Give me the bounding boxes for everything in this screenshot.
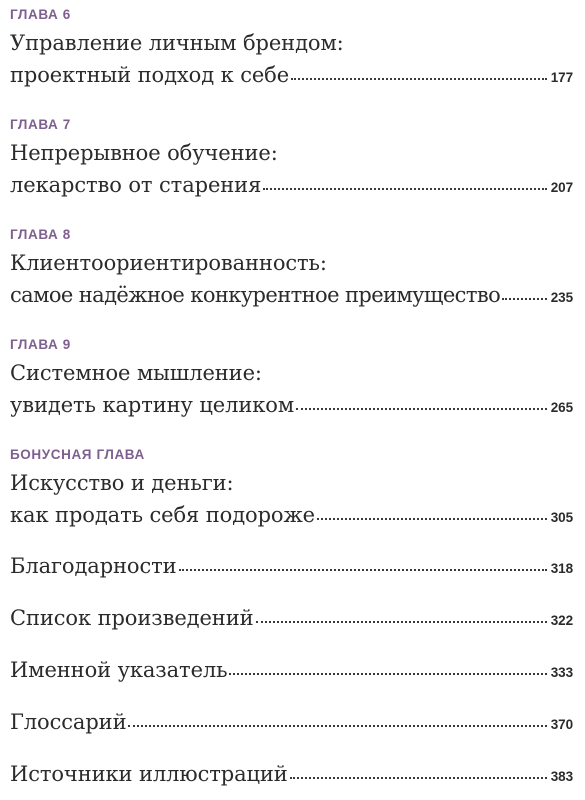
page-number: 207 <box>550 180 573 195</box>
chapter-subtitle: проектный подход к себе <box>10 63 290 87</box>
page-number: 333 <box>550 665 573 680</box>
toc-section-works-list[interactable] <box>10 602 573 634</box>
chapter-label: ГЛАВА 8 <box>10 227 71 242</box>
chapter-subtitle: лекарство от старения <box>10 173 262 197</box>
chapter-title-line-1: Клиентоориентированность: <box>10 251 327 275</box>
chapter-label: ГЛАВА 7 <box>10 117 71 132</box>
page-number: 305 <box>550 510 573 525</box>
dot-leader <box>296 408 547 410</box>
chapter-title-line-2 <box>10 169 573 201</box>
toc-section-name-index[interactable] <box>10 654 573 686</box>
dot-leader <box>256 621 547 623</box>
chapter-title-line-1: Системное мышление: <box>10 361 262 385</box>
chapter-title-line-1: Управление личным брендом: <box>10 31 344 55</box>
page-number: 322 <box>550 613 573 628</box>
dot-leader <box>179 569 547 571</box>
toc-chapter-6[interactable] <box>10 6 573 91</box>
toc-section-illustration-sources[interactable] <box>10 758 573 790</box>
toc-section-glossary[interactable] <box>10 706 573 738</box>
chapter-subtitle: увидеть картину целиком <box>10 393 295 417</box>
chapter-title-line-2 <box>10 389 573 421</box>
toc-section-acknowledgements[interactable] <box>10 550 573 582</box>
section-title: Глоссарий <box>10 710 127 734</box>
dot-leader <box>291 78 547 80</box>
toc-chapter-bonus[interactable] <box>10 446 573 531</box>
section-title: Источники иллюстраций <box>10 762 288 786</box>
page-number: 177 <box>550 70 573 85</box>
chapter-title-line-2 <box>10 499 573 531</box>
section-title: Именной указатель <box>10 658 228 682</box>
toc-chapter-7[interactable] <box>10 116 573 201</box>
dot-leader <box>229 673 546 675</box>
page-number: 265 <box>550 400 573 415</box>
toc-chapter-9[interactable] <box>10 336 573 421</box>
chapter-subtitle: самое надёжное конкурентное преимущество <box>10 283 501 307</box>
chapter-title-line-1: Искусство и деньги: <box>10 471 234 495</box>
dot-leader <box>317 518 547 520</box>
toc-chapter-8[interactable] <box>10 226 573 311</box>
chapter-label: ГЛАВА 6 <box>10 7 71 22</box>
dot-leader <box>502 298 547 300</box>
chapter-title-line-2 <box>10 279 573 311</box>
dot-leader <box>290 777 547 779</box>
dot-leader <box>128 725 546 727</box>
page-number: 370 <box>550 717 573 732</box>
page-number: 383 <box>550 769 573 784</box>
dot-leader <box>263 188 547 190</box>
chapter-label: БОНУСНАЯ ГЛАВА <box>10 447 145 462</box>
page-number: 235 <box>550 290 573 305</box>
chapter-label: ГЛАВА 9 <box>10 337 71 352</box>
section-title: Благодарности <box>10 554 177 578</box>
section-title: Список произведений <box>10 606 254 630</box>
chapter-subtitle: как продать себя подороже <box>10 503 316 527</box>
chapter-title-line-2 <box>10 59 573 91</box>
page-number: 318 <box>550 561 573 576</box>
chapter-title-line-1: Непрерывное обучение: <box>10 141 278 165</box>
